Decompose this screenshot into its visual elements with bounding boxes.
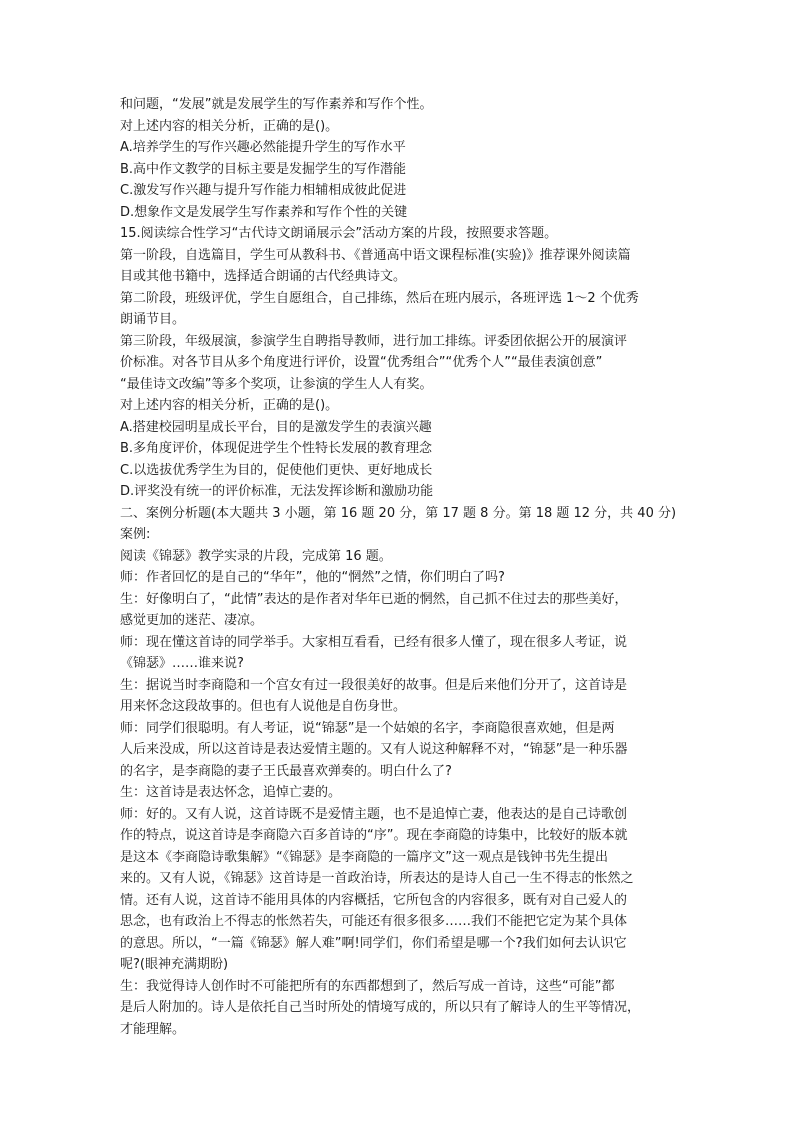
question-stem: 对上述内容的相关分析，正确的是()。 xyxy=(120,398,339,413)
dialogue-line: 的名字，是李商隐的妻子王氏最喜欢弹奏的。明白什么了? xyxy=(120,763,452,779)
document-page xyxy=(120,94,680,1040)
dialogue-line: 师：好的。又有人说，这首诗既不是爱情主题，也不是追悼亡妻，他表达的是自己诗歌创 xyxy=(120,806,628,822)
dialogue-line: 的意思。所以，“一篇《锦瑟》解人难”啊!同学们，你们希望是哪一个?我们如何去认识它 xyxy=(120,935,627,951)
option-a: A.搭建校园明星成长平台，目的是激发学生的表演兴趣 xyxy=(120,419,432,435)
option-c: C.以选拔优秀学生为目的，促使他们更快、更好地成长 xyxy=(120,462,433,478)
dialogue-line: 思念，也有政治上不得志的怅然若失，可能还有很多很多……我们不能把它定为某个具体 xyxy=(120,914,628,929)
question-stem: 对上述内容的相关分析，正确的是()。 xyxy=(120,118,339,134)
option-a: A.培养学生的写作兴趣必然能提升学生的写作水平 xyxy=(120,140,406,155)
text-line: 第三阶段，年级展演，参演学生自聘指导教师，进行加工排练。评委团依据公开的展演评 xyxy=(120,333,628,349)
dialogue-line: 师：现在懂这首诗的同学举手。大家相互看看，已经有很多人懂了，现在很多人考证，说 xyxy=(120,634,628,650)
dialogue-line: 来的。又有人说，《锦瑟》这首诗是一首政治诗，所表达的是诗人自己一生不得志的怅然之 xyxy=(120,871,634,886)
dialogue-line: 生：好像明白了，“此情”表达的是作者对华年已逝的惘然，自己抓不住过去的那些美好， xyxy=(120,591,628,607)
text-line: 和问题，“发展”就是发展学生的写作素养和写作个性。 xyxy=(120,97,433,112)
question-15-title: 15.阅读综合性学习“古代诗文朗诵展示会”活动方案的片段，按照要求答题。 xyxy=(120,226,558,241)
dialogue-line: 师：同学们很聪明。有人考证，说“锦瑟”是一个姑娘的名字，李商隐很喜欢她，但是两 xyxy=(120,720,615,736)
section-heading: 二、案例分析题(本大题共 3 小题，第 16 题 20 分，第 17 题 8 分。第 18 题 12 分，共 40 分) xyxy=(120,505,677,521)
dialogue-line: 师：作者回忆的是自己的“华年”，他的“惘然”之情，你们明白了吗? xyxy=(120,570,505,585)
dialogue-line: 用来怀念这段故事的。但也有人说他是自伤身世。 xyxy=(120,699,407,714)
text-line: 第一阶段，自选篇目，学生可从教科书、《普通高中语文课程标准(实验)》推荐课外阅读篇 xyxy=(120,247,631,263)
case-intro: 阅读《锦瑟》教学实录的片段，完成第 16 题。 xyxy=(120,548,392,564)
text-line: 第二阶段，班级评优，学生自愿组合，自己排练，然后在班内展示，各班评选 1～2 个优秀 xyxy=(120,290,639,306)
dialogue-line: 生：这首诗是表达怀念，追悼亡妻的。 xyxy=(120,785,342,800)
option-b: B.多角度评价，体现促进学生个性特长发展的教育理念 xyxy=(120,441,433,456)
dialogue-line: 是这本《李商隐诗歌集解》“《锦瑟》是李商隐的一篇序文”这一观点是钱钟书先生提出 xyxy=(120,849,608,865)
text-line: 价标准。对各节目从多个角度进行评价，设置“优秀组合”“优秀个人”“最佳表演创意” xyxy=(120,355,603,370)
dialogue-line: 人后来没成，所以这首诗是表达爱情主题的。又有人说这种解释不对，“锦瑟”是一种乐器 xyxy=(120,742,628,757)
dialogue-line: 呢?(眼神充满期盼) xyxy=(120,957,229,972)
dialogue-line: 作的特点，说这首诗是李商隐六百多首诗的“序”。现在李商隐的诗集中，比较好的版本就 xyxy=(120,828,628,843)
option-c: C.激发写作兴趣与提升写作能力相辅相成彼此促进 xyxy=(120,183,407,198)
text-line: 目或其他书籍中，选择适合朗诵的古代经典诗文。 xyxy=(120,269,407,284)
dialogue-line: 《锦瑟》……谁来说? xyxy=(120,656,244,671)
text-line: “最佳诗文改编”等多个奖项，让参演的学生人人有奖。 xyxy=(120,376,433,392)
option-b: B.高中作文教学的目标主要是发掘学生的写作潜能 xyxy=(120,161,407,177)
dialogue-line: 才能理解。 xyxy=(120,1021,186,1037)
dialogue-line: 是后人附加的。诗人是依托自己当时所处的情境写成的，所以只有了解诗人的生平等情况， xyxy=(120,1000,641,1015)
case-label: 案例: xyxy=(120,527,151,542)
option-d: D.想象作文是发展学生写作素养和写作个性的关键 xyxy=(120,204,408,220)
text-line: 朗诵节目。 xyxy=(120,312,186,327)
option-d: D.评奖没有统一的评价标准，无法发挥诊断和激励功能 xyxy=(120,484,434,499)
dialogue-line: 生：我觉得诗人创作时不可能把所有的东西都想到了，然后写成一首诗，这些“可能”都 xyxy=(120,978,615,994)
dialogue-line: 感觉更加的迷茫、凄凉。 xyxy=(120,613,264,628)
dialogue-line: 情。还有人说，这首诗不能用具体的内容概括，它所包含的内容很多，既有对自己爱人的 xyxy=(120,892,628,908)
dialogue-line: 生：据说当时李商隐和一个宫女有过一段很美好的故事。但是后来他们分开了，这首诗是 xyxy=(120,677,628,693)
